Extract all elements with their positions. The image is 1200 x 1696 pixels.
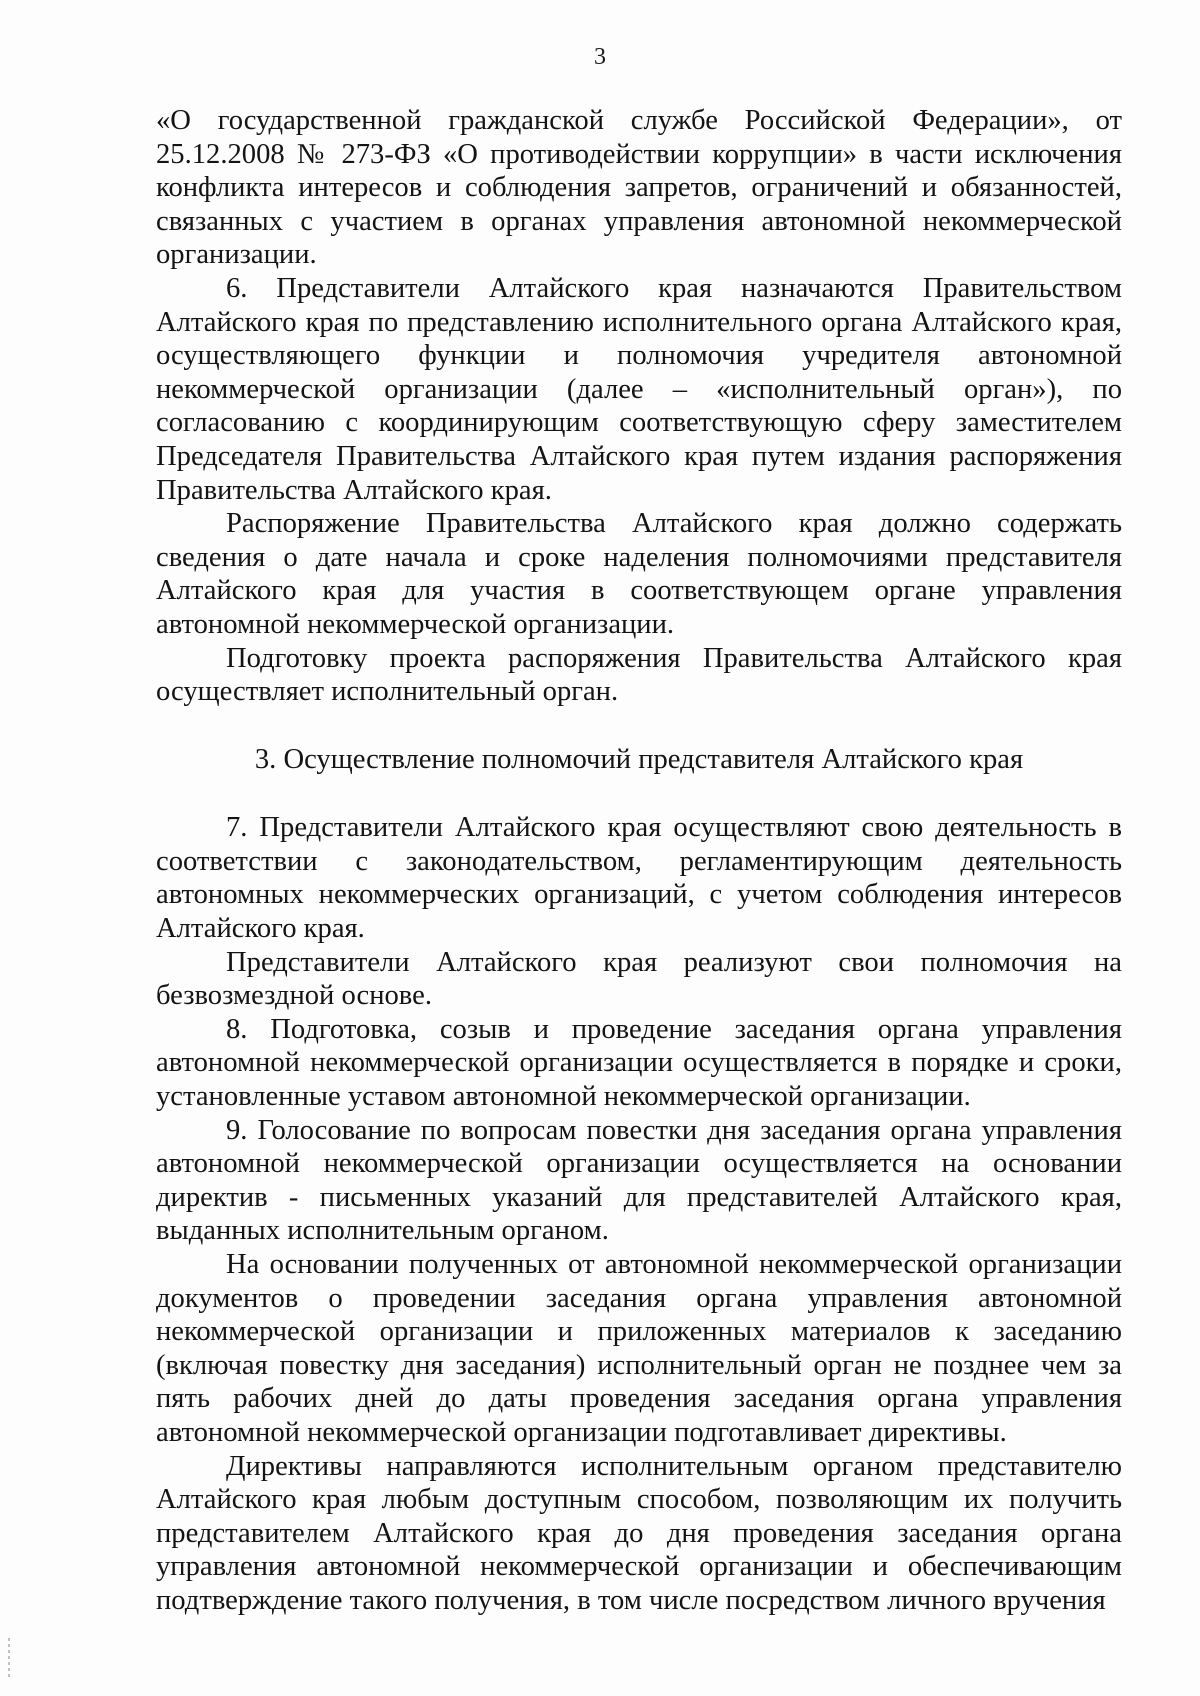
section-heading: 3. Осуществление полномочий представителя Алтайского края	[254, 743, 1024, 775]
document-body	[156, 104, 1122, 1618]
paragraph: Представители Алтайского края реализуют свои полномочия на безвозмездной основе.	[156, 946, 1122, 1012]
paragraph: «О государственной гражданской службе Российской Федерации», от 25.12.2008 № 273-ФЗ «О противодействии коррупции» в части исключения конфликта интересов и соблюдения запретов, ограничений и обязанностей, связанных с участием в органах управления автономной некоммерческой организации.	[156, 105, 1122, 271]
paragraph: 7. Представители Алтайского края осуществляют свою деятельность в соответствии с законодательством, регламентирующим деятельность автономных некоммерческих организаций, с учетом соблюдения интересов Алтайского края.	[156, 812, 1122, 945]
paragraph: Директивы направляются исполнительным органом представителю Алтайского края любым доступным способом, позволяющим их получить представителем Алтайского края до дня проведения заседания органа управления автономной некоммерческой организации и обеспечивающим подтверждение такого получения, в том числе посредством личного вручения	[156, 1450, 1122, 1616]
paragraph: 9. Голосование по вопросам повестки дня заседания органа управления автономной некоммерческой организации осуществляется на основании директив - письменных указаний для представителей Алтайского края, выданных исполнительным органом.	[156, 1114, 1122, 1247]
paragraph: 8. Подготовка, созыв и проведение заседания органа управления автономной некоммерческой организации осуществляется в порядке и сроки, установленные уставом автономной некоммерческой организации.	[156, 1013, 1122, 1113]
paragraph: 6. Представители Алтайского края назначаются Правительством Алтайского края по представлению исполнительного органа Алтайского края, осуществляющего функции и полномочия учредителя автономной некоммерческой организации (далее – «исполнительный орган»), по согласованию с координирующим соответствующую сферу заместителем Председателя Правительства Алтайского края путем издания распоряжения Правительства Алтайского края.	[156, 272, 1122, 506]
paragraphs-before-heading	[156, 104, 1122, 709]
scan-artifact	[8, 1638, 10, 1680]
paragraphs-after-heading	[156, 811, 1122, 1617]
paragraph: Распоряжение Правительства Алтайского края должно содержать сведения о дате начала и сроке наделения полномочиями представителя Алтайского края для участия в соответствующем органе управления автономной некоммерческой организации.	[156, 508, 1122, 640]
paragraph: Подготовку проекта распоряжения Правительства Алтайского края осуществляет исполнительный орган.	[156, 642, 1122, 708]
page-number: 3	[594, 44, 606, 70]
paragraph: На основании полученных от автономной некоммерческой организации документов о проведении заседания органа управления автономной некоммерческой организации и приложенных материалов к заседанию (включая повестку дня заседания) исполнительный орган не позднее чем за пять рабочих дней до даты проведения заседания органа управления автономной некоммерческой организации подготавливает директивы.	[156, 1249, 1122, 1448]
